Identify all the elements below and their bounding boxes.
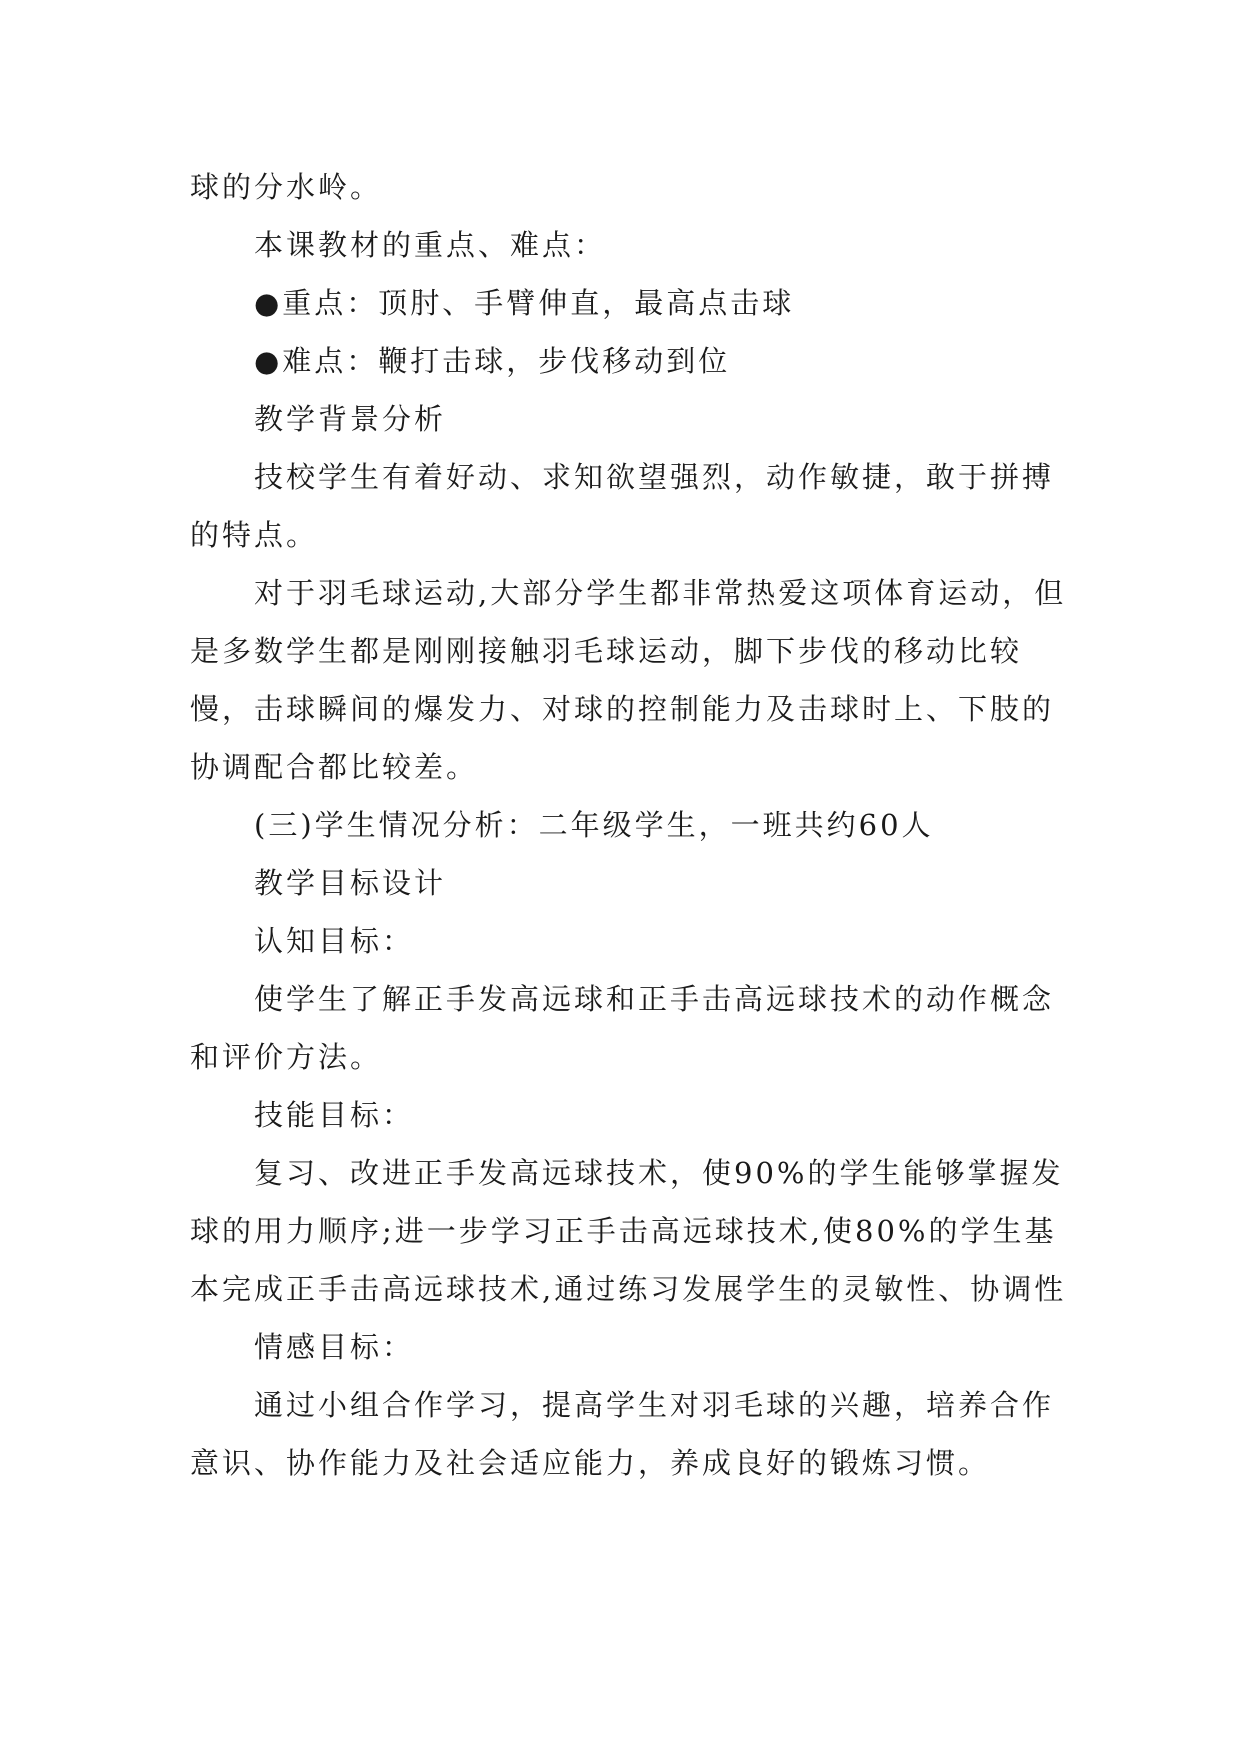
subsection-heading: 情感目标： <box>254 1330 415 1364</box>
section-heading: 教学背景分析 <box>254 402 447 436</box>
paragraph: (三)学生情况分析：二年级学生，一班共约60人 <box>254 808 934 842</box>
section-heading: 教学目标设计 <box>254 866 447 900</box>
subsection-heading: 认知目标： <box>254 924 415 958</box>
paragraph: 通过小组合作学习，提高学生对羽毛球的兴趣，培养合作意识、协作能力及社会适应能力，养成良好的锻炼习惯。 <box>190 1388 1055 1480</box>
paragraph: 复习、改进正手发高远球技术，使90%的学生能够掌握发球的用力顺序;进一步学习正手击高远球技术,使80%的学生基本完成正手击高远球技术,通过练习发展学生的灵敏性、协调性 <box>190 1156 1067 1306</box>
paragraph: ●难点：鞭打击球，步伐移动到位 <box>254 344 731 378</box>
paragraph: 本课教材的重点、难点： <box>254 228 607 262</box>
subsection-heading: 技能目标： <box>254 1098 415 1132</box>
paragraph: 使学生了解正手发高远球和正手击高远球技术的动作概念和评价方法。 <box>190 982 1055 1074</box>
paragraph: 技校学生有着好动、求知欲望强烈，动作敏捷，敢于拼搏的特点。 <box>190 460 1055 552</box>
document-body <box>190 158 1070 1492</box>
paragraph: 球的分水岭。 <box>190 170 383 204</box>
paragraph: ●重点：顶肘、手臂伸直，最高点击球 <box>254 286 795 320</box>
paragraph: 对于羽毛球运动,大部分学生都非常热爱这项体育运动，但是多数学生都是刚刚接触羽毛球运动，脚下步伐的移动比较慢，击球瞬间的爆发力、对球的控制能力及击球时上、下肢的协调配合都比较差。 <box>190 576 1067 784</box>
